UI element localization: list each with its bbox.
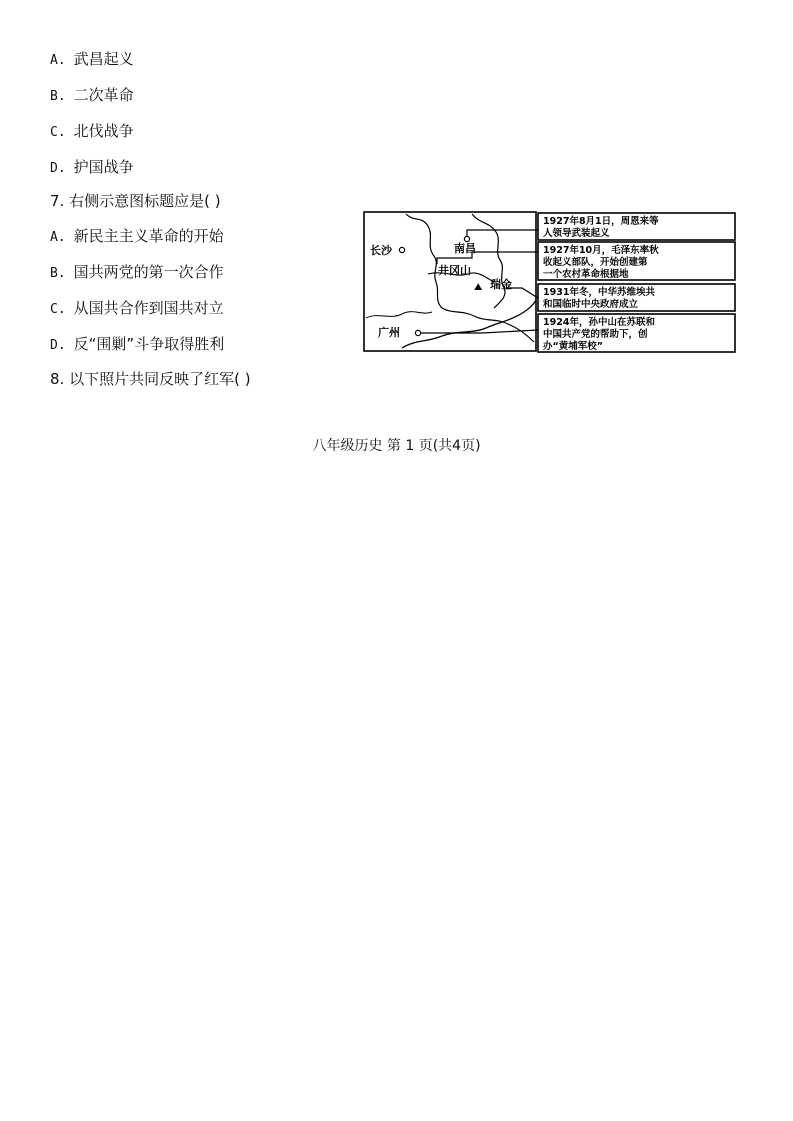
caption-line: 办“黄埔军校” xyxy=(543,341,603,352)
caption-line: 和国临时中央政府成立 xyxy=(543,299,639,310)
caption-line: 1924年，孙中山在苏联和 xyxy=(543,317,655,328)
option-text: 新民主主义革命的开始 xyxy=(73,227,224,245)
city-marker-nanchang xyxy=(464,236,469,241)
city-label-guangzhou: 广州 xyxy=(378,326,400,339)
q8-stem: 8. 以下照片共同反映了红军( ) xyxy=(50,370,251,388)
q7-option-a xyxy=(50,226,224,248)
caption-line: 人领导武装起义 xyxy=(543,228,610,239)
option-letter: D. xyxy=(50,161,66,176)
page-footer: 八年级历史 第 1 页(共4页) xyxy=(312,438,481,454)
option-letter: B. xyxy=(50,266,66,281)
map-svg xyxy=(362,208,740,358)
caption-line: 中国共产党的帮助下，创 xyxy=(543,329,648,340)
city-label-ruijin: 瑞金 xyxy=(490,278,512,291)
city-label-changsha: 长沙 xyxy=(370,244,392,257)
q6-option-b xyxy=(50,85,134,107)
q6-option-d xyxy=(50,157,134,179)
city-label-jinggangshan: 井冈山 xyxy=(438,264,471,277)
caption-line: 1931年冬，中华苏维埃共 xyxy=(543,287,655,298)
q7-option-b xyxy=(50,262,224,284)
option-text: 从国共合作到国共对立 xyxy=(73,299,224,317)
option-text: 国共两党的第一次合作 xyxy=(73,263,224,281)
city-label-nanchang: 南昌 xyxy=(454,242,476,255)
option-text: 二次革命 xyxy=(73,86,134,104)
mountain-marker-icon: ⛰ xyxy=(474,282,483,293)
caption-line: 一个农村革命根据地 xyxy=(543,269,629,280)
city-marker-guangzhou xyxy=(415,330,420,335)
q7-option-d xyxy=(50,334,224,356)
caption-line: 1927年8月1日，周恩来等 xyxy=(543,216,659,227)
city-marker-changsha xyxy=(399,247,404,252)
caption-line: 1927年10月，毛泽东率秋 xyxy=(543,245,659,256)
option-text: 武昌起义 xyxy=(73,50,134,68)
q6-option-a xyxy=(50,49,134,71)
option-letter: C. xyxy=(50,302,66,317)
option-text: 北伐战争 xyxy=(73,122,134,140)
revolution-map-figure xyxy=(362,208,740,358)
option-letter: A. xyxy=(50,53,66,68)
option-text: 反“围剿”斗争取得胜利 xyxy=(73,335,225,353)
q7-stem: 7. 右侧示意图标题应是( ) xyxy=(50,192,221,210)
caption-line: 收起义部队，开始创建第 xyxy=(543,257,648,268)
option-letter: C. xyxy=(50,125,66,140)
option-text: 护国战争 xyxy=(73,158,134,176)
q7-option-c xyxy=(50,298,224,320)
q6-option-c xyxy=(50,121,134,143)
option-letter: B. xyxy=(50,89,66,104)
option-letter: A. xyxy=(50,230,66,245)
option-letter: D. xyxy=(50,338,66,353)
